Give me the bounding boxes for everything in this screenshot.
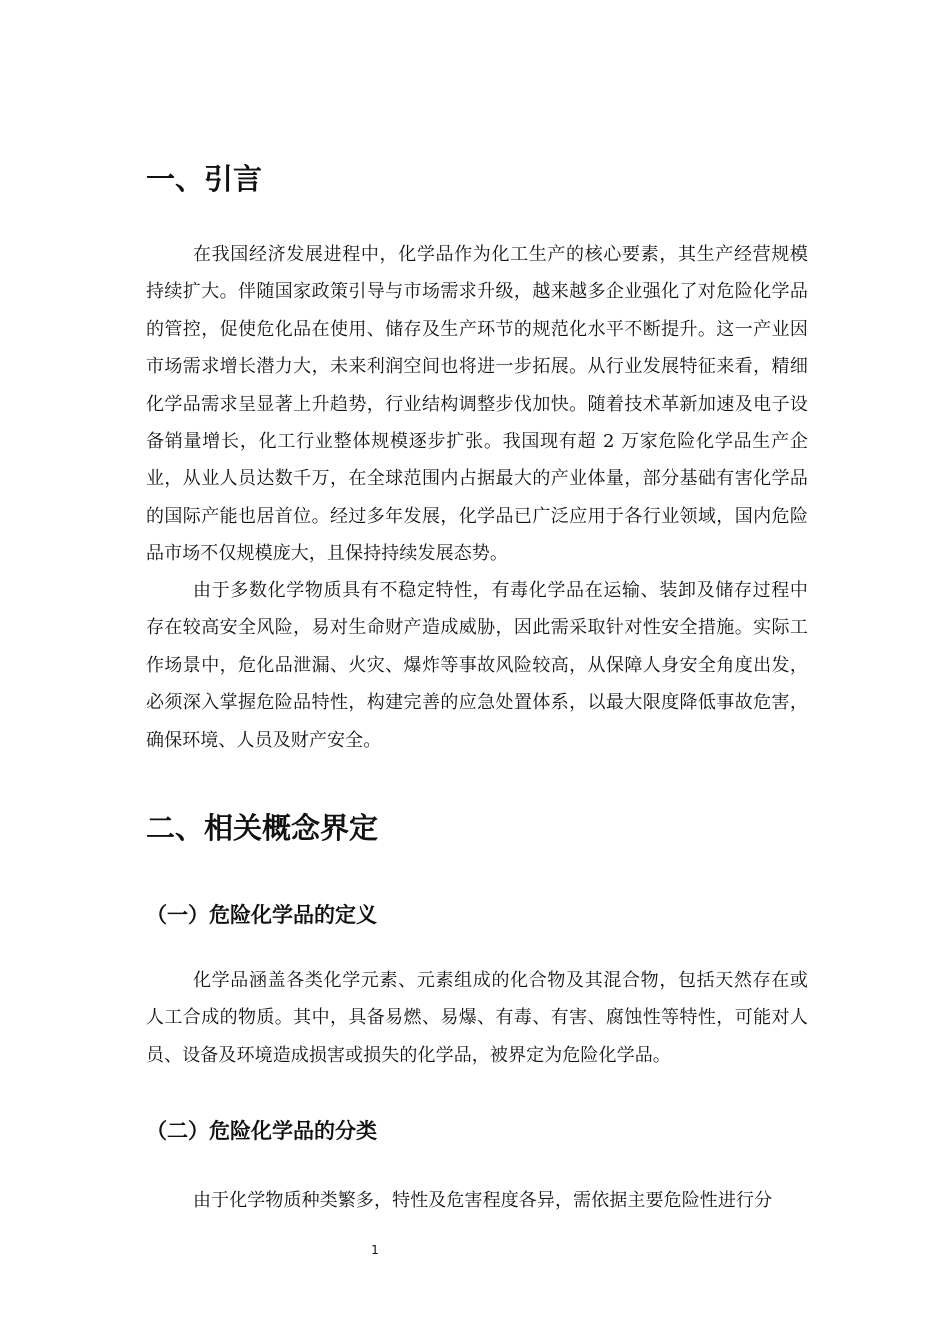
definition-paragraph: 化学品涵盖各类化学元素、元素组成的化合物及其混合物，包括天然存在或人工合成的物质。其中，具备易燃、易爆、有毒、有害、腐蚀性等特性，可能对人员、设备及环境造成损害或损失的化学品，被界定为危险化学品。	[146, 970, 808, 1066]
intro-paragraph-2: 由于多数化学物质具有不稳定特性，有毒化学品在运输、装卸及储存过程中存在较高安全风险，易对生命财产造成威胁，因此需采取针对性安全措施。实际工作场景中，危化品泄漏、火灾、爆炸等事故风险较高，从保障人身安全角度出发，必须深入掌握危险品特性，构建完善的应急处置体系，以最大限度降低事故危害，确保环境、人员及财产安全。	[146, 580, 808, 751]
subsection-heading-definition: （一）危险化学品的定义	[146, 903, 377, 927]
section-heading-introduction: 一、引言	[146, 162, 263, 196]
intro-paragraph-1: 在我国经济发展进程中，化学品作为化工生产的核心要素，其生产经营规模持续扩大。伴随国家政策引导与市场需求升级，越来越多企业强化了对危险化学品的管控，促使危化品在使用、储存及生产环节的规范化水平不断提升。这一产业因市场需求增长潜力大，未来利润空间也将进一步拓展。从行业发展特征来看，精细化学品需求呈显著上升趋势，行业结构调整步伐加快。随着技术革新加速及电子设备销量增长，化工行业整体规模逐步扩张。我国现有超 2 万家危险化学品生产企业，从业人员达数千万，在全球范围内占据最大的产业体量，部分基础有害化学品的国际产能也居首位。经过多年发展，化学品已广泛应用于各行业领域，国内危险品市场不仅规模庞大，且保持持续发展态势。	[146, 244, 808, 565]
subsection-heading-classification: （二）危险化学品的分类	[146, 1119, 377, 1143]
section-heading-concepts: 二、相关概念界定	[146, 811, 379, 845]
classification-paragraph: 由于化学物质种类繁多，特性及危害程度各异，需依据主要危险性进行分	[193, 1190, 773, 1211]
page-number: 1	[371, 1243, 379, 1257]
